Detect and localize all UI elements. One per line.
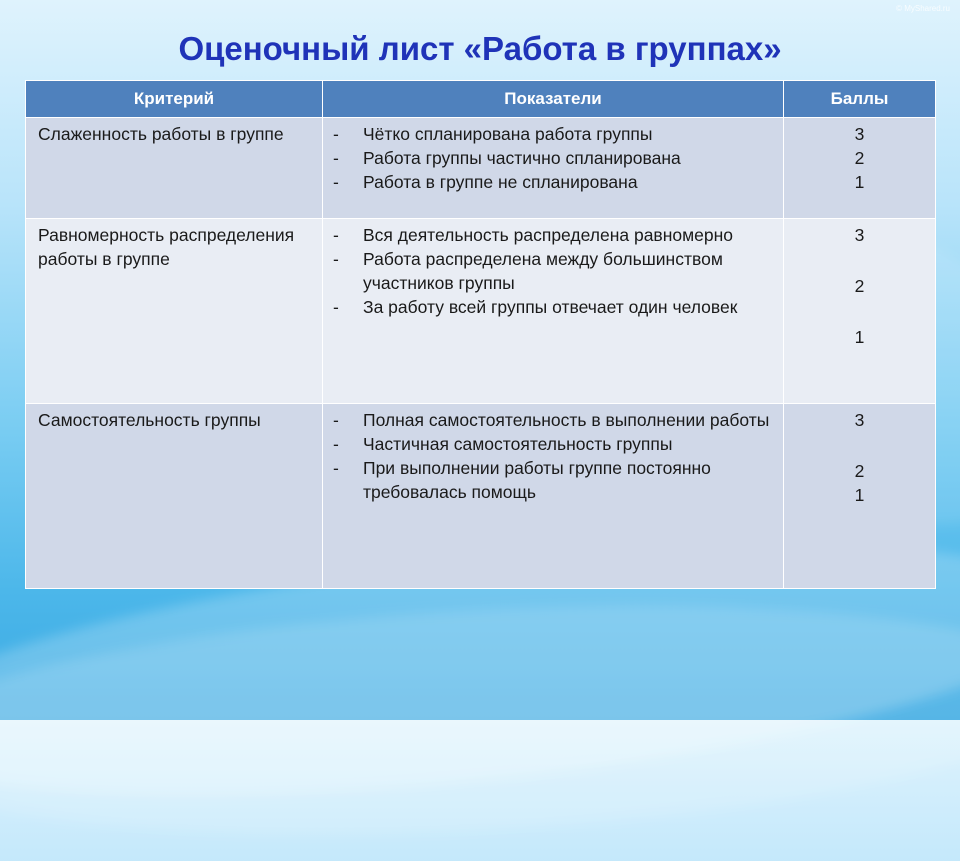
indicator-text: Чётко спланирована работа группы <box>363 124 653 144</box>
dash-bullet: - <box>333 249 339 269</box>
indicator-item <box>333 146 775 170</box>
table-header-row <box>26 81 936 118</box>
criterion-cell: Слаженность работы в группе <box>26 118 323 219</box>
dash-bullet: - <box>333 297 339 317</box>
indicator-text: Работа группы частично спланирована <box>363 148 681 168</box>
indicators-cell <box>323 404 784 589</box>
points-value: 1 <box>854 485 865 505</box>
points-value: 2 <box>854 276 865 296</box>
criterion-cell: Самостоятельность группы <box>26 404 323 589</box>
watermark: © MyShared.ru <box>896 4 950 13</box>
dash-bullet: - <box>333 225 339 245</box>
indicator-text: Вся деятельность распределена равномерно <box>363 225 734 245</box>
points-value: 3 <box>854 410 865 430</box>
points-cell <box>784 118 936 219</box>
indicator-text: Полная самостоятельность в выполнении работы <box>363 410 770 430</box>
dash-bullet: - <box>333 434 339 454</box>
indicators-cell <box>323 219 784 404</box>
points-value: 3 <box>854 124 865 144</box>
indicators-cell <box>323 118 784 219</box>
indicator-item <box>333 247 775 295</box>
dash-bullet: - <box>333 124 339 144</box>
indicator-text: Частичная самостоятельность группы <box>363 434 673 454</box>
header-criterion: Критерий <box>26 81 323 118</box>
dash-bullet: - <box>333 148 339 168</box>
points-cell <box>784 404 936 589</box>
header-indicators: Показатели <box>323 81 784 118</box>
indicator-item <box>333 170 775 194</box>
points-value: 1 <box>854 327 865 347</box>
indicator-text: За работу всей группы отвечает один человек <box>363 297 738 317</box>
indicator-item <box>333 456 775 504</box>
indicator-item <box>333 408 775 432</box>
indicator-item <box>333 122 775 146</box>
indicator-text: При выполнении работы группе постоянно требовалась помощь <box>363 458 711 502</box>
table-row <box>26 118 936 219</box>
assessment-table <box>25 80 936 589</box>
points-cell <box>784 219 936 404</box>
indicator-item <box>333 432 775 456</box>
indicator-text: Работа распределена между большинством участников группы <box>363 249 723 293</box>
points-value: 3 <box>854 225 865 245</box>
table-row <box>26 219 936 404</box>
indicator-item <box>333 223 775 247</box>
dash-bullet: - <box>333 410 339 430</box>
table-row <box>26 404 936 589</box>
criterion-cell: Равномерность распределения работы в группе <box>26 219 323 404</box>
indicator-item <box>333 295 775 319</box>
dash-bullet: - <box>333 458 339 478</box>
points-value: 2 <box>854 148 865 168</box>
dash-bullet: - <box>333 172 339 192</box>
points-value: 2 <box>854 461 865 481</box>
indicator-text: Работа в группе не спланирована <box>363 172 638 192</box>
slide-title: Оценочный лист «Работа в группах» <box>178 30 782 67</box>
header-points: Баллы <box>784 81 936 118</box>
points-value: 1 <box>854 172 865 192</box>
